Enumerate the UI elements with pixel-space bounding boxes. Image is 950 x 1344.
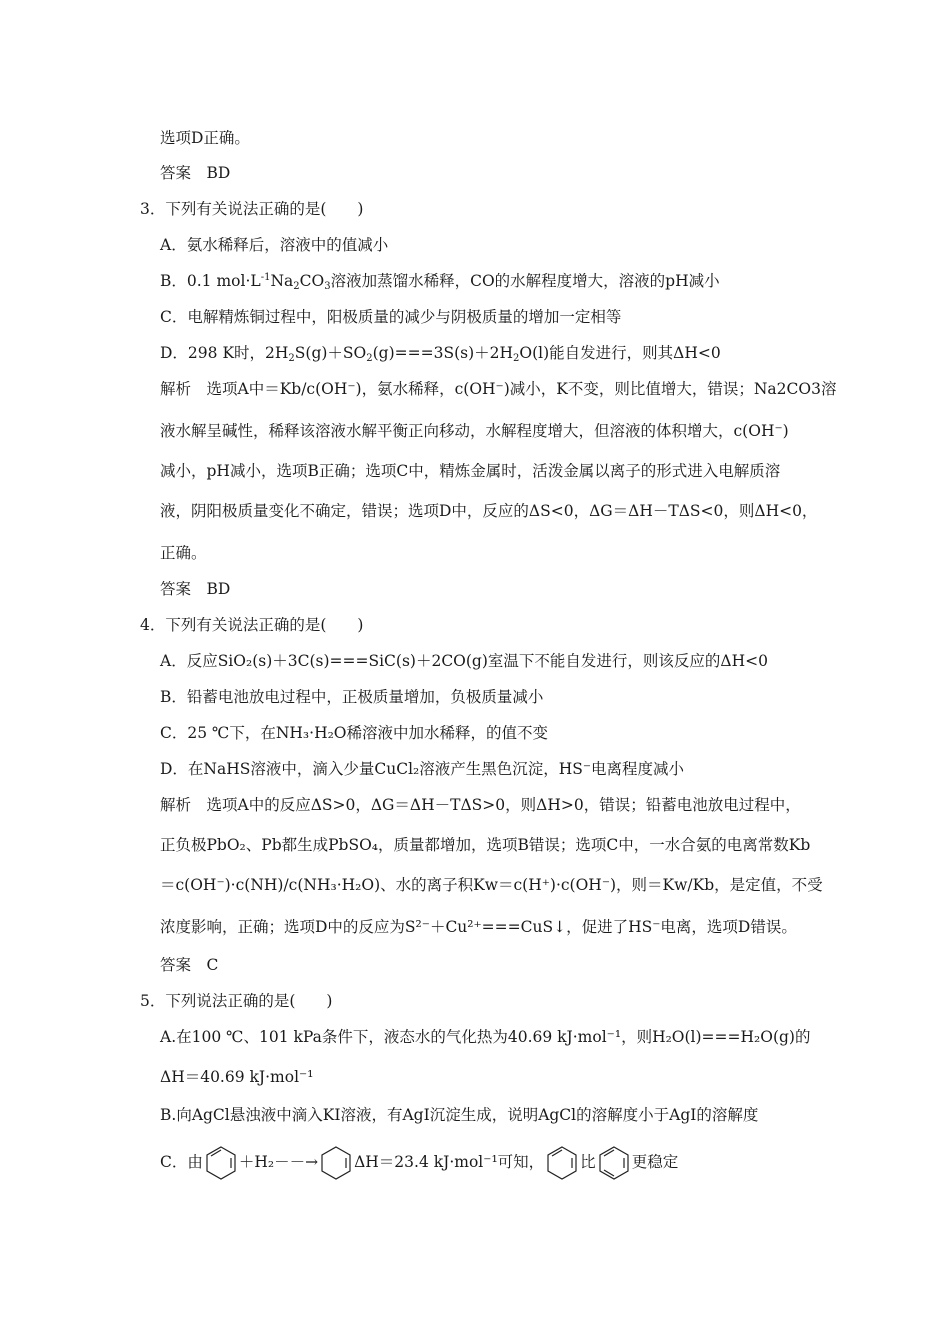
q4-option-b: B．铅蓄电池放电过程中，正极质量增加，负极质量减小 — [160, 688, 544, 706]
q3-stem: 3．下列有关说法正确的是( ) — [140, 200, 364, 218]
q3-explanation-line: 液水解呈碱性，稀释该溶液水解平衡正向移动，水解程度增大，但溶液的体积增大，c(OH⁻) — [160, 422, 789, 440]
q3-explanation-line: 减小，pH减小，选项B正确；选项C中，精炼金属时，活泼金属以离子的形式进入电解质溶 — [160, 462, 781, 480]
q4-option-a: A．反应SiO₂(s)＋3C(s)===SiC(s)＋2CO(g)室温下不能自发进行，则该反应的ΔH<0 — [160, 652, 768, 670]
q4-stem: 4．下列有关说法正确的是( ) — [140, 616, 364, 634]
q3-explanation-line: 解析 选项A中＝Kb/c(OH⁻)，氨水稀释，c(OH⁻)减小，K不变，则比值增大，错误；Na2CO3溶 — [160, 380, 837, 398]
cyclohexadiene-structure-icon — [203, 1144, 239, 1182]
cyclohexene-structure-icon — [318, 1144, 354, 1182]
q3-option-b: B．0.1 $mol\cdot L^{-1}Na_2CO_3$溶液加蒸馏水稀释，CO的水解程度增大，溶液的pH减小 — [160, 272, 720, 292]
q4-explanation-line: 解析 选项A中的反应ΔS>0，ΔG＝ΔH－TΔS>0，则ΔH>0，错误；铅蓄电池放电过程中， — [160, 796, 801, 814]
q3-option-a: A．氨水稀释后，溶液中的值减小 — [160, 236, 389, 254]
q4-explanation-line: 浓度影响，正确；选项D中的反应为S²⁻＋Cu²⁺===CuS↓，促进了HS⁻电离，选项D错误。 — [160, 918, 797, 936]
q5-option-c: C．由 ＋H₂－－→ ΔH＝23.4 kJ·mol⁻¹可知， 比 更稳定 — [160, 1142, 678, 1182]
q4-explanation-line: ＝c(OH⁻)·c(NH)/c(NH₃·H₂O)、水的离子积Kw＝c(H⁺)·c(OH⁻)，则＝Kw/Kb，是定值，不受 — [160, 876, 823, 894]
q5-stem: 5．下列说法正确的是( ) — [140, 992, 333, 1010]
q4-option-d: D．在NaHS溶液中，滴入少量CuCl₂溶液产生黑色沉淀，HS⁻电离程度减小 — [160, 760, 685, 778]
q5-option-a-continued: ΔH＝40.69 kJ·mol⁻¹ — [160, 1068, 314, 1086]
prev-answer: 答案 BD — [160, 164, 231, 182]
q3-option-d: D．298 K时，$2H_2S(g)+SO_2(g)===3S(s)+2H_2O(l)$能自发进行，则其ΔH<0 — [160, 344, 721, 364]
q5-option-b: B.向AgCl悬浊液中滴入KI溶液，有AgI沉淀生成，说明AgCl的溶解度小于AgI的溶解度 — [160, 1106, 759, 1124]
q4-answer: 答案 C — [160, 956, 219, 974]
prev-tail: 选项D正确。 — [160, 129, 250, 147]
q5-option-a: A.在100 ℃、101 kPa条件下，液态水的气化热为40.69 kJ·mol⁻¹，则H₂O(l)===H₂O(g)的 — [160, 1028, 811, 1046]
q3-option-c: C．电解精炼铜过程中，阳极质量的减少与阴极质量的增加一定相等 — [160, 308, 622, 326]
q3-explanation-line: 液，阴阳极质量变化不确定，错误；选项D中，反应的ΔS<0，ΔG＝ΔH－TΔS<0，则ΔH<0， — [160, 502, 818, 520]
benzene-structure-icon — [596, 1144, 632, 1182]
q4-explanation-line: 正负极PbO₂、Pb都生成PbSO₄，质量都增加，选项B错误；选项C中，一水合氨的电离常数Kb — [160, 836, 811, 854]
cyclohexadiene-structure-icon — [544, 1144, 580, 1182]
q4-option-c: C．25 ℃下，在NH₃·H₂O稀溶液中加水稀释，的值不变 — [160, 724, 549, 742]
q3-explanation-line: 正确。 — [160, 544, 207, 562]
q3-answer: 答案 BD — [160, 580, 231, 598]
